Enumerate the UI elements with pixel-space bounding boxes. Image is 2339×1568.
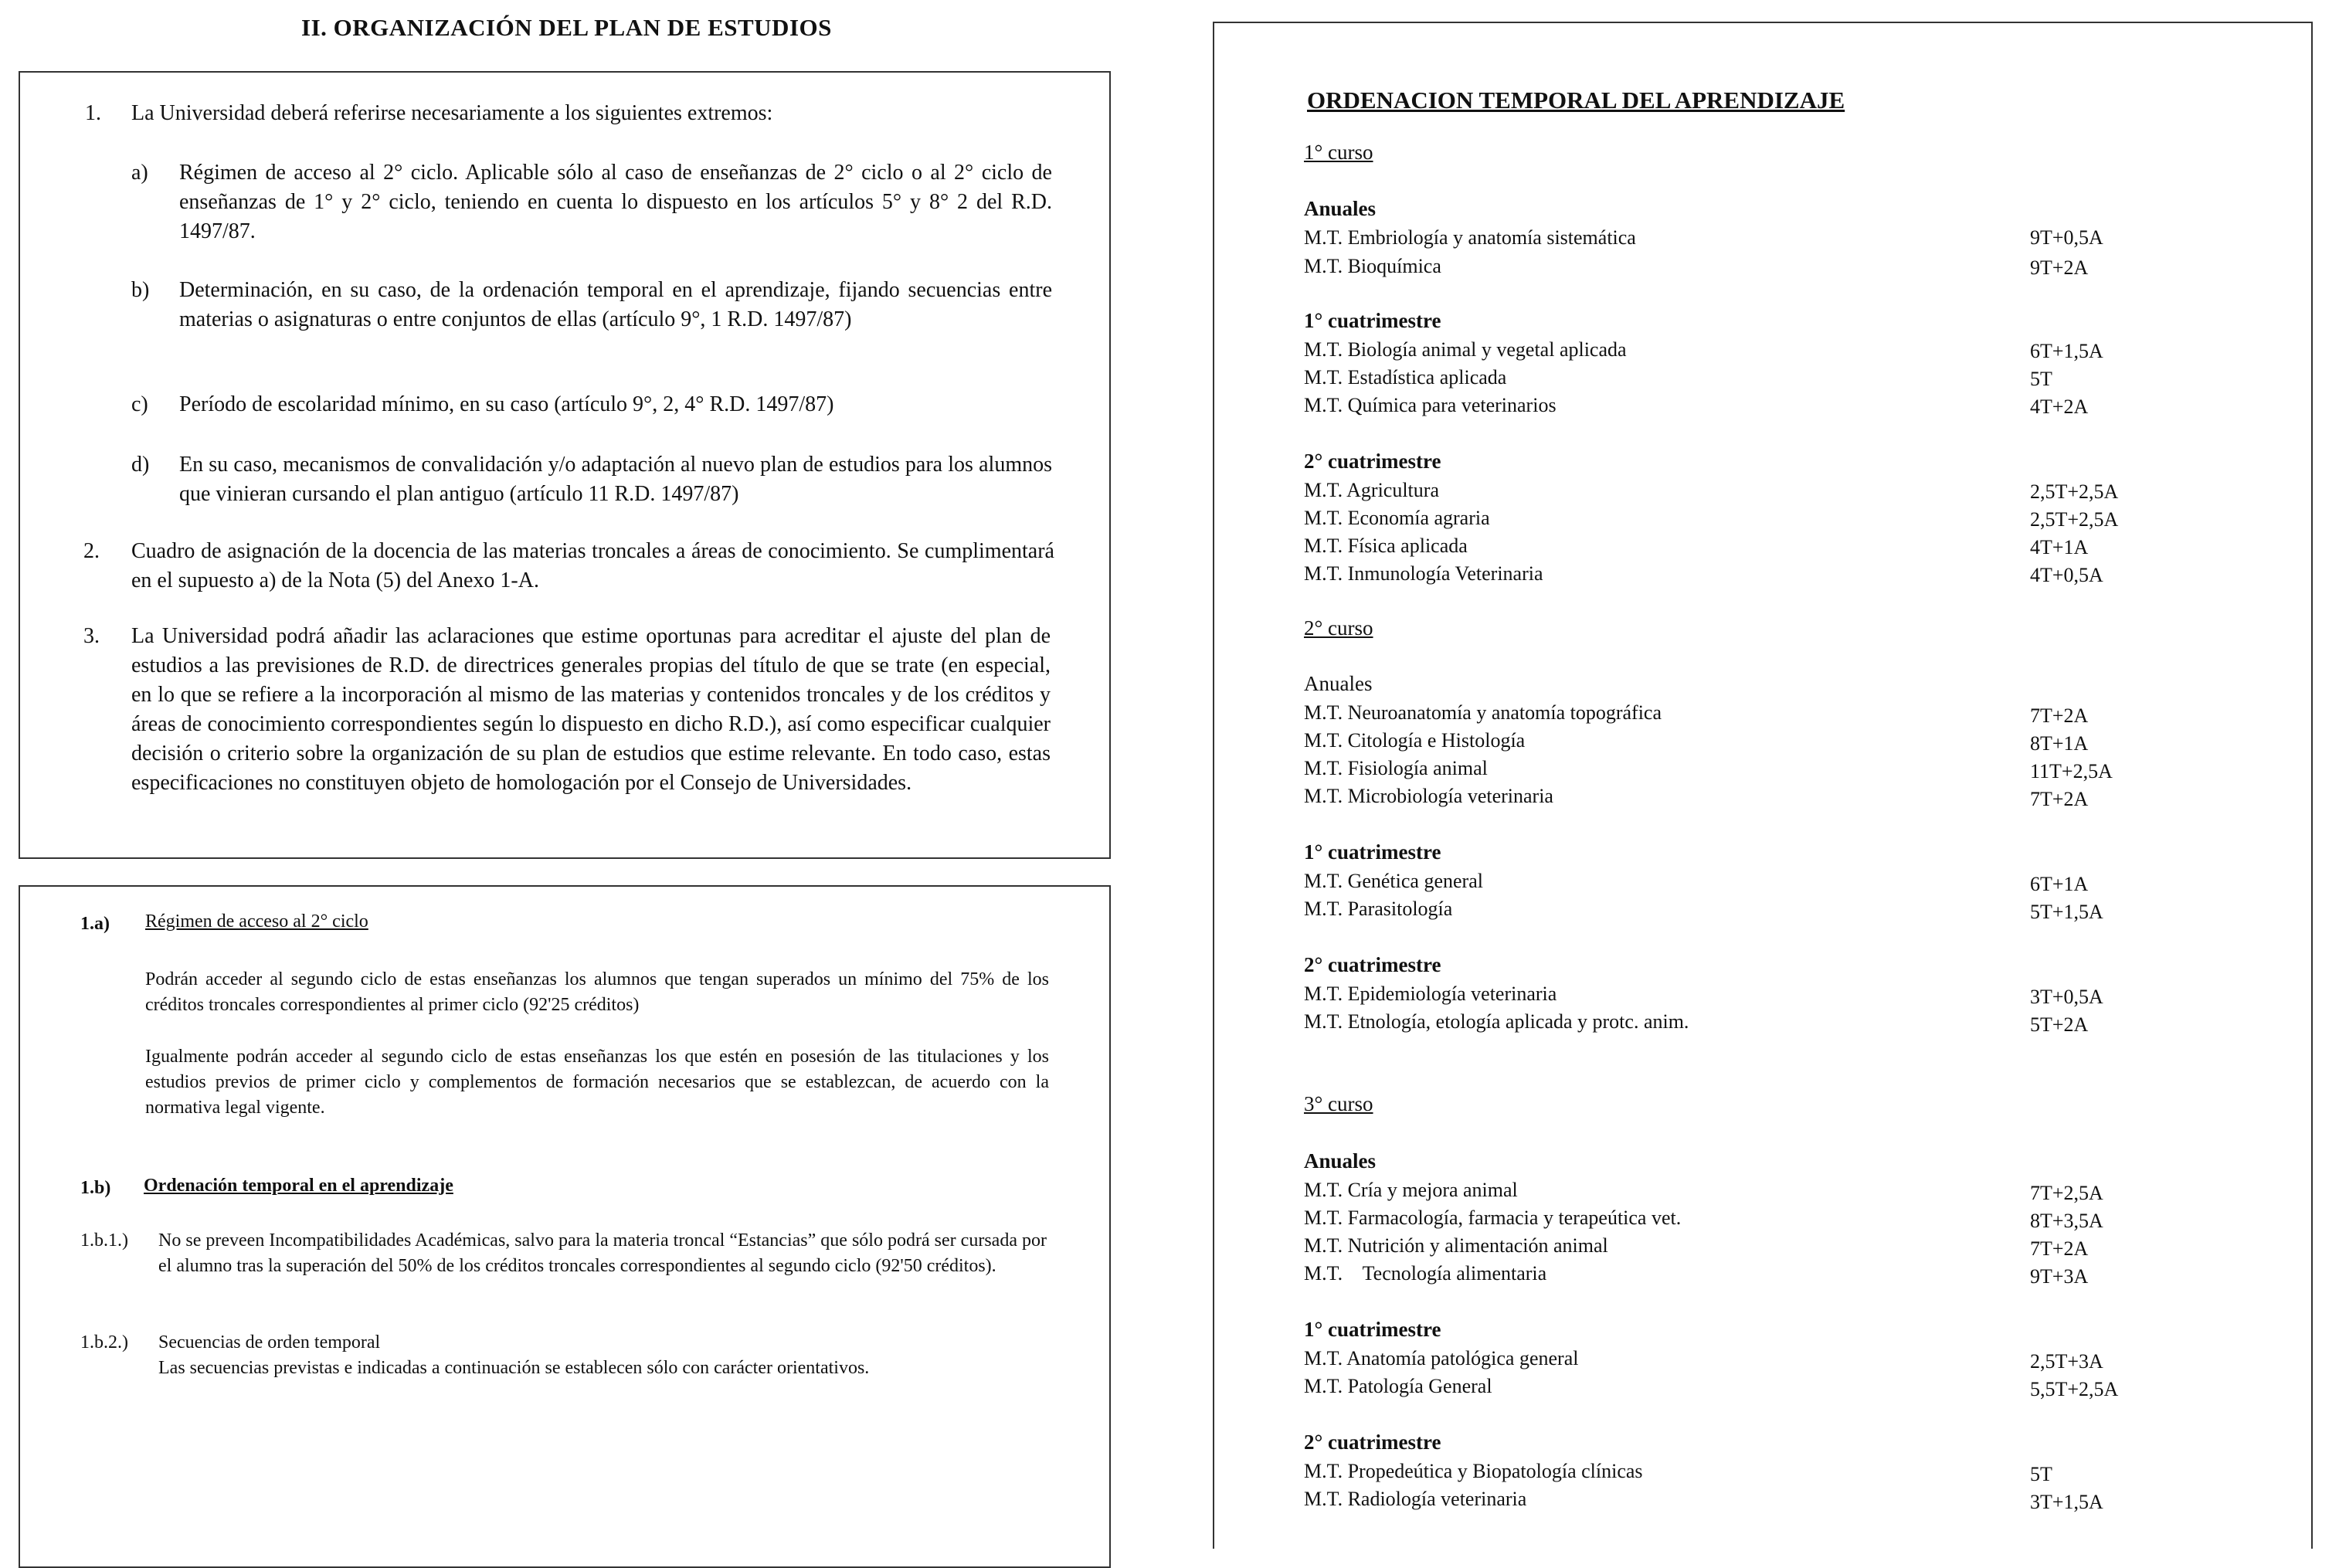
subject-credits: 5T (2030, 368, 2052, 390)
subject-name: M.T. Neuroanatomía y anatomía topográfica (1304, 701, 1662, 724)
item-text: Cuadro de asignación de la docencia de las materias troncales a áreas de conocimiento. Se cumplimentará en el supuesto a) de la Nota (5) del Anexo 1-A. (131, 539, 1054, 592)
item-number: 3. (83, 624, 100, 648)
sub-letter: b) (131, 278, 150, 302)
subject-name: M.T. Anatomía patológica general (1304, 1347, 1579, 1369)
subject-credits: 2,5T+2,5A (2030, 508, 2119, 531)
subject-credits: 6T+1A (2030, 873, 2089, 895)
subject-credits: 7T+2A (2030, 704, 2089, 727)
subject-name: M.T. Inmunología Veterinaria (1304, 562, 1543, 585)
subject-credits: 3T+0,5A (2030, 986, 2103, 1008)
subsection-title: Secuencias de orden temporal (158, 1332, 381, 1352)
curso-heading: 1° curso (1304, 141, 1373, 164)
item-text: La Universidad podrá añadir las aclaraciones que estime oportunas para acreditar el ajuste del plan de estudios a las previsiones de R.D. de directrices generales propias del título de que se trate (en especial, en lo que se refiere a la incorporación al mismo de las materias y contenidos troncales y de los créditos y áreas de conocimiento correspondientes según lo dispuesto en dicho R.D.), así como especificar cualquier decisión o criterio sobre la organización de su plan de estudios que estime relevante. En todo caso, estas especificaciones no constituyen objeto de homologación por el Consejo de Universidades. (131, 624, 1051, 795)
subject-credits: 9T+0,5A (2030, 226, 2103, 249)
subject-name: M.T. Farmacología, farmacia y terapeútica vet. (1304, 1207, 1682, 1229)
subject-credits: 9T+3A (2030, 1265, 2089, 1288)
subject-name: M.T. Parasitología (1304, 898, 1453, 920)
period-heading: Anuales (1304, 672, 1373, 695)
paragraph: Podrán acceder al segundo ciclo de estas enseñanzas los alumnos que tengan superados un mínimo del 75% de los créditos troncales correspondientes al primer ciclo (92'25 créditos) (145, 969, 1049, 1015)
curso-heading: 2° curso (1304, 616, 1373, 640)
period-heading: 2° cuatrimestre (1304, 1431, 1441, 1454)
subject-credits: 5T+2A (2030, 1013, 2089, 1036)
subject-name: M.T. Microbiología veterinaria (1304, 785, 1553, 807)
subject-name: M.T. Economía agraria (1304, 507, 1490, 529)
section-heading: Régimen de acceso al 2° ciclo (145, 911, 368, 932)
subsection-number: 1.b.2.) (80, 1332, 128, 1352)
period-heading: 1° cuatrimestre (1304, 1318, 1441, 1341)
section-heading: Ordenación temporal en el aprendizaje (144, 1176, 453, 1196)
subject-credits: 3T+1,5A (2030, 1491, 2103, 1513)
subject-name: M.T. Tecnología alimentaria (1304, 1262, 1547, 1285)
subject-name: M.T. Física aplicada (1304, 535, 1468, 557)
subject-name: M.T. Cría y mejora animal (1304, 1179, 1518, 1201)
subject-name: M.T. Química para veterinarios (1304, 394, 1557, 416)
period-heading: 1° cuatrimestre (1304, 309, 1441, 332)
subject-name: M.T. Estadística aplicada (1304, 366, 1507, 389)
subject-name: M.T. Radiología veterinaria (1304, 1488, 1527, 1510)
subject-credits: 2,5T+3A (2030, 1350, 2103, 1373)
subject-name: M.T. Epidemiología veterinaria (1304, 983, 1557, 1005)
subject-credits: 7T+2,5A (2030, 1182, 2103, 1204)
sub-text: Determinación, en su caso, de la ordenación temporal en el aprendizaje, fijando secuencias entre materias o asignaturas o entre conjuntos de ellas (artículo 9°, 1 R.D. 1497/87) (179, 278, 1052, 331)
subject-credits: 6T+1,5A (2030, 340, 2103, 362)
sub-letter: a) (131, 161, 148, 185)
subject-name: M.T. Bioquímica (1304, 255, 1441, 277)
subject-credits: 5T (2030, 1463, 2052, 1485)
subject-name: M.T. Fisiología animal (1304, 757, 1488, 779)
period-heading: 1° cuatrimestre (1304, 840, 1441, 864)
subject-credits: 4T+2A (2030, 395, 2089, 418)
section-number: 1.b) (80, 1178, 111, 1198)
sub-letter: c) (131, 392, 148, 416)
sub-text: En su caso, mecanismos de convalidación y/o adaptación al nuevo plan de estudios para los alumnos que vinieran cursando el plan antiguo (artículo 11 R.D. 1497/87) (179, 453, 1052, 506)
subject-credits: 5T+1,5A (2030, 901, 2103, 923)
period-heading: Anuales (1304, 1149, 1377, 1173)
period-heading: 2° cuatrimestre (1304, 953, 1441, 976)
subject-credits: 7T+2A (2030, 788, 2089, 810)
curso-heading: 3° curso (1304, 1092, 1373, 1115)
period-heading: Anuales (1304, 197, 1377, 220)
subject-name: M.T. Biología animal y vegetal aplicada (1304, 338, 1627, 361)
subject-credits: 8T+3,5A (2030, 1210, 2103, 1232)
paragraph: No se preveen Incompatibilidades Académicas, salvo para la materia troncal “Estancias” que sólo podrá ser cursada por el alumno tras la superación del 50% de los créditos troncales correspondientes al segundo ciclo (92'50 créditos). (158, 1230, 1047, 1276)
schedule-title: ORDENACION TEMPORAL DEL APRENDIZAJE (1307, 87, 1845, 114)
subject-name: M.T. Citología e Histología (1304, 729, 1526, 752)
item-number: 2. (83, 539, 100, 563)
sub-text: Régimen de acceso al 2° ciclo. Aplicable sólo al caso de enseñanzas de 2° ciclo o al 2° ciclo de enseñanzas de 1° y 2° ciclo, teniendo en cuenta lo dispuesto en los artículos 5° y 8° 2 del R.D. 1497/87. (179, 161, 1052, 243)
subject-name: M.T. Embriología y anatomía sistemática (1304, 226, 1636, 249)
item-text: La Universidad deberá referirse necesariamente a los siguientes extremos: (131, 101, 773, 125)
sub-letter: d) (131, 453, 150, 477)
subject-name: M.T. Patología General (1304, 1375, 1492, 1397)
item-number: 1. (85, 101, 101, 125)
subject-credits: 4T+1A (2030, 536, 2089, 558)
subsection-number: 1.b.1.) (80, 1230, 128, 1251)
subject-credits: 4T+0,5A (2030, 564, 2103, 586)
page-title: II. ORGANIZACIÓN DEL PLAN DE ESTUDIOS (301, 14, 832, 41)
subject-name: M.T. Genética general (1304, 870, 1483, 892)
subject-credits: 9T+2A (2030, 256, 2089, 279)
subject-name: M.T. Propedeútica y Biopatología clínicas (1304, 1460, 1643, 1482)
subject-credits: 8T+1A (2030, 732, 2089, 755)
subject-name: M.T. Etnología, etología aplicada y protc. anim. (1304, 1010, 1689, 1033)
paragraph: Igualmente podrán acceder al segundo ciclo de estas enseñanzas los que estén en posesión de las titulaciones y los estudios previos de primer ciclo y complementos de formación necesarios que se establezcan, de acuerdo con la normativa legal vigente. (145, 1047, 1049, 1118)
sub-text: Período de escolaridad mínimo, en su caso (artículo 9°, 2, 4° R.D. 1497/87) (179, 392, 834, 416)
paragraph: Las secuencias previstas e indicadas a continuación se establecen sólo con carácter orientativos. (158, 1358, 870, 1378)
subject-credits: 5,5T+2,5A (2030, 1378, 2119, 1400)
subject-credits: 11T+2,5A (2030, 760, 2113, 782)
period-heading: 2° cuatrimestre (1304, 450, 1441, 473)
subject-name: M.T. Agricultura (1304, 479, 1439, 501)
section-number: 1.a) (80, 914, 110, 934)
subject-credits: 7T+2A (2030, 1237, 2089, 1260)
subject-name: M.T. Nutrición y alimentación animal (1304, 1234, 1608, 1257)
subject-credits: 2,5T+2,5A (2030, 480, 2119, 503)
